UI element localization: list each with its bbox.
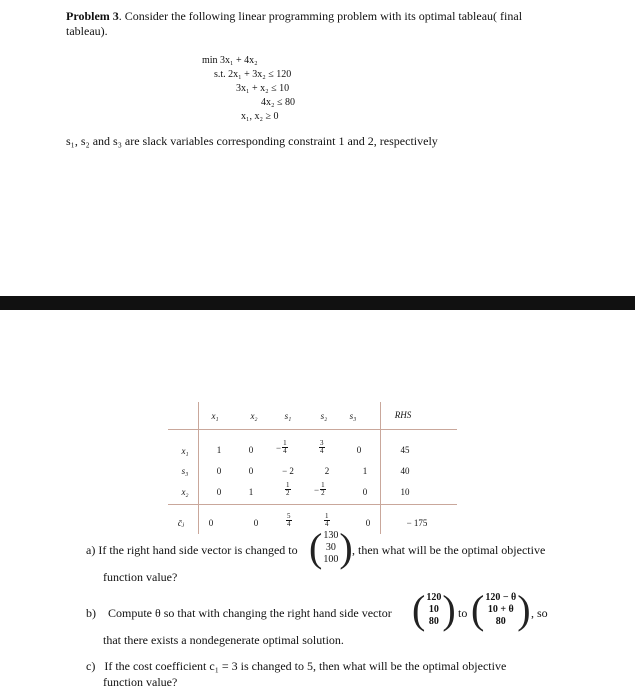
question-b-vector-to: ( 120 − θ 10 + θ 80 ) bbox=[471, 587, 531, 632]
cj-rule bbox=[168, 504, 457, 505]
qb-to-2: 10 + θ bbox=[487, 604, 514, 615]
r3-s3: 0 bbox=[362, 487, 368, 497]
question-c-text-2: function value? bbox=[103, 675, 178, 689]
header-x2: x₂ bbox=[250, 411, 258, 421]
r1-s2-fraction bbox=[318, 440, 325, 455]
problem-text-2: tableau). bbox=[66, 24, 108, 38]
r1-s1-den: 4 bbox=[283, 447, 287, 455]
header-s3: s₃ bbox=[349, 411, 357, 421]
cj-s2-fraction bbox=[323, 513, 330, 528]
r1-s1-fraction bbox=[276, 440, 288, 455]
r3-rhs: 10 bbox=[400, 487, 410, 497]
r3-s2-fraction bbox=[314, 482, 326, 497]
question-a-text-after: , then what will be the optimal objective bbox=[352, 543, 546, 557]
header-x1: x₁ bbox=[211, 411, 219, 421]
r2-x1: 0 bbox=[216, 466, 222, 476]
r1-s2-num: 3 bbox=[320, 439, 324, 447]
qb-to-3: 80 bbox=[495, 616, 506, 627]
cj-x2: 0 bbox=[253, 518, 259, 528]
lp-constraint-1: s.t. 2x₁ + 3x₂ ≤ 120 bbox=[214, 69, 292, 80]
question-b-label: b) bbox=[86, 606, 96, 620]
r3-s1-den: 2 bbox=[286, 489, 290, 497]
question-a-vector: ( 130 30 100 ) bbox=[309, 525, 353, 570]
r1-x1: 1 bbox=[216, 445, 222, 455]
slack-note: s₁, s₂ and s₃ are slack variables corresponding constraint 1 and 2, respectively bbox=[66, 134, 438, 148]
cj-rhs: − 175 bbox=[406, 518, 428, 528]
r3-s2-num: 1 bbox=[321, 481, 325, 489]
question-c bbox=[86, 659, 626, 674]
r1-x2: 0 bbox=[248, 445, 254, 455]
cj-s3: 0 bbox=[365, 518, 371, 528]
header-s2: s₂ bbox=[320, 411, 328, 421]
header-rule bbox=[168, 429, 457, 430]
lp-objective: min 3x₁ + 4x₂ bbox=[202, 55, 258, 66]
rhs-rule bbox=[380, 402, 381, 534]
question-a-label: a) bbox=[86, 543, 96, 557]
cj-s1-num: 5 bbox=[287, 512, 291, 520]
question-b-text-after: , so bbox=[531, 606, 548, 620]
basis-rule bbox=[198, 402, 199, 534]
cj-s1-den: 4 bbox=[287, 520, 291, 528]
question-a-text-2: function value? bbox=[103, 570, 178, 584]
question-b-vector-from: ( 120 10 80 ) bbox=[412, 587, 456, 632]
question-a bbox=[86, 543, 298, 558]
qa-vec-2: 30 bbox=[325, 542, 336, 553]
header-s1: s₁ bbox=[284, 411, 292, 421]
r3-x2: 1 bbox=[248, 487, 254, 497]
r2-rhs: 40 bbox=[400, 466, 410, 476]
qa-vec-1: 130 bbox=[323, 530, 339, 541]
lp-nonnegativity: x₁, x₂ ≥ 0 bbox=[241, 111, 279, 122]
r1-rhs: 45 bbox=[400, 445, 410, 455]
question-c-text: If the cost coefficient c₁ = 3 is changed to 5, then what will be the optimal objective bbox=[104, 659, 507, 673]
qb-from-2: 10 bbox=[428, 604, 439, 615]
cj-label: c̄ⱼ bbox=[177, 518, 185, 528]
r2-s2: 2 bbox=[324, 466, 330, 476]
problem-text: . Consider the following linear programming problem with its optimal tableau( final bbox=[118, 9, 523, 23]
lp-constraint-3: 4x₂ ≤ 80 bbox=[261, 97, 295, 108]
r2-s1: − 2 bbox=[282, 466, 294, 476]
question-b-text-2: that there exists a nondegenerate optimal solution. bbox=[103, 633, 344, 647]
r1-s1-num: 1 bbox=[283, 439, 287, 447]
r3-s1-num: 1 bbox=[286, 481, 290, 489]
question-b-text: Compute θ so that with changing the right hand side vector bbox=[108, 606, 392, 620]
header-rhs: RHS bbox=[394, 410, 412, 420]
question-b-to: to bbox=[458, 606, 468, 620]
r1-s1-sign: − bbox=[276, 442, 282, 453]
r1-s3: 0 bbox=[356, 445, 362, 455]
r2-x2: 0 bbox=[248, 466, 254, 476]
question-c-label: c) bbox=[86, 659, 96, 673]
basis-s3: s₃ bbox=[181, 466, 189, 476]
r3-s1-fraction bbox=[284, 482, 291, 497]
basis-x1: x₁ bbox=[181, 446, 189, 456]
cj-x1: 0 bbox=[208, 518, 214, 528]
r3-x1: 0 bbox=[216, 487, 222, 497]
problem-label: Problem 3 bbox=[66, 9, 119, 23]
cj-s1-fraction bbox=[285, 513, 292, 528]
cj-s2-num: 1 bbox=[325, 512, 329, 520]
r2-s3: 1 bbox=[362, 466, 368, 476]
lp-constraint-2: 3x₁ + x₂ ≤ 10 bbox=[236, 83, 290, 94]
basis-x2: x₂ bbox=[181, 487, 189, 497]
r3-s2-sign: − bbox=[314, 484, 320, 495]
qb-to-1: 120 − θ bbox=[485, 592, 517, 603]
qb-from-1: 120 bbox=[426, 592, 442, 603]
question-b bbox=[86, 606, 392, 621]
qb-from-3: 80 bbox=[428, 616, 439, 627]
qa-vec-3: 100 bbox=[323, 554, 339, 565]
cj-s2-den: 4 bbox=[325, 520, 329, 528]
r3-s2-den: 2 bbox=[321, 489, 325, 497]
question-a-text: If the right hand side vector is changed to bbox=[98, 543, 298, 557]
r1-s2-den: 4 bbox=[320, 447, 324, 455]
